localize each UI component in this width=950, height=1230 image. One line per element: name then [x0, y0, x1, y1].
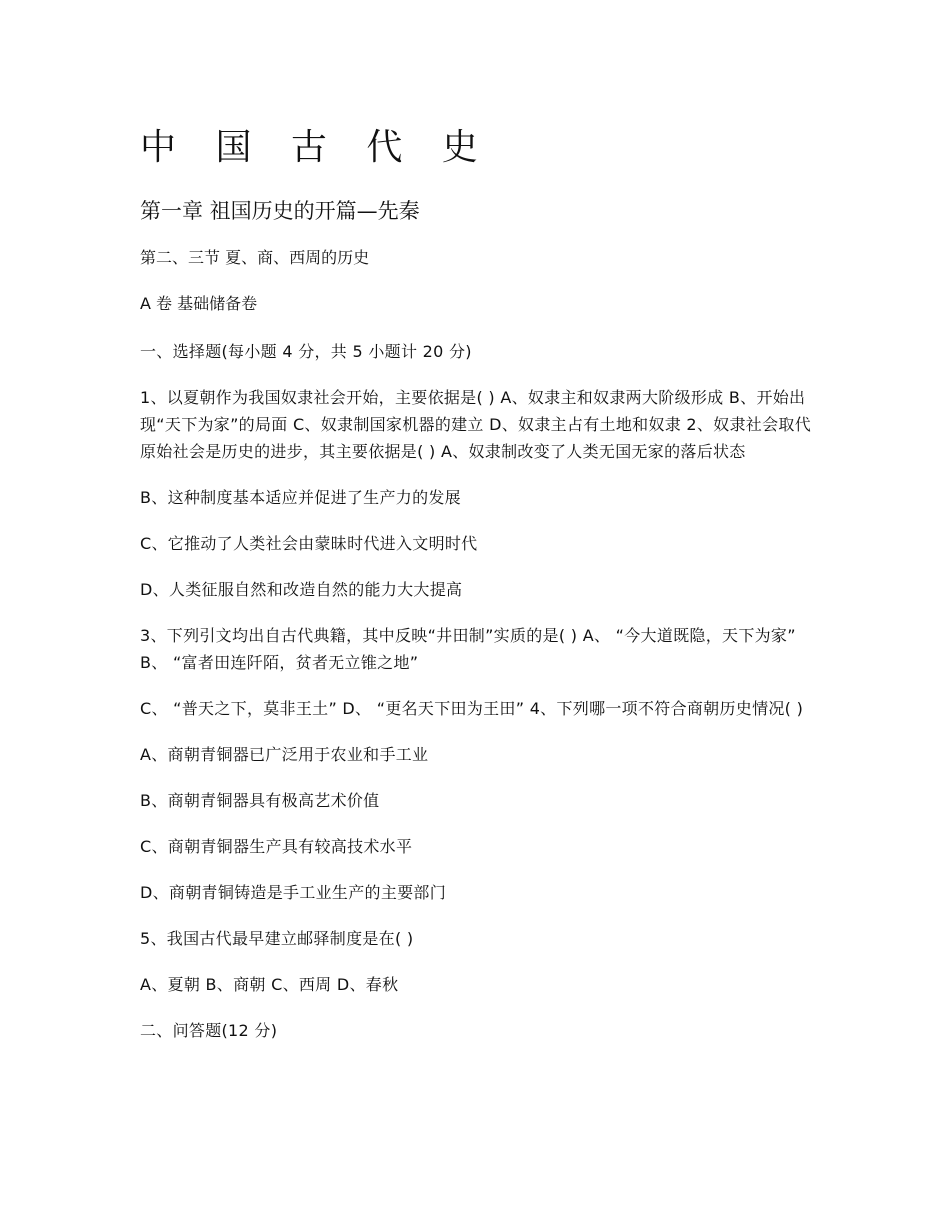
option-line: D、商朝青铜铸造是手工业生产的主要部门: [140, 883, 447, 902]
question-paragraph: 1、以夏朝作为我国奴隶社会开始，主要依据是( ) A、奴隶主和奴隶两大阶级形成 B、开始出现“天下为家”的局面 C、奴隶制国家机器的建立 D、奴隶主占有土地和奴隶 2、奴隶社会取代原始社会是历史的进步，其主要依据是( ) A、奴隶制改变了人类无国无家的落后状态: [140, 388, 812, 461]
option-line: B、商朝青铜器具有极高艺术价值: [140, 791, 380, 810]
option-line: C、它推动了人类社会由蒙昧时代进入文明时代: [140, 534, 478, 553]
option-line: B、这种制度基本适应并促进了生产力的发展: [140, 488, 461, 507]
option-line: A、商朝青铜器已广泛用于农业和手工业: [140, 745, 429, 764]
option-line: D、人类征服自然和改造自然的能力大大提高: [140, 580, 463, 599]
document-page: [140, 118, 820, 1063]
question-paragraph: 5、我国古代最早建立邮驿制度是在( ): [140, 929, 414, 948]
document-title: 中 国 古 代 史: [140, 127, 492, 168]
question-type-heading: 二、问答题(12 分): [140, 1021, 278, 1040]
section-heading: 第二、三节 夏、商、西周的历史: [140, 248, 370, 267]
option-line: A、夏朝 B、商朝 C、西周 D、春秋: [140, 975, 399, 994]
paper-label: A 卷 基础储备卷: [140, 294, 258, 313]
question-type-heading: 一、选择题(每小题 4 分，共 5 小题计 20 分): [140, 342, 472, 361]
question-paragraph: C、 “普天之下，莫非王土” D、 “更名天下田为王田” 4、下列哪一项不符合商朝历史情况( ): [140, 699, 804, 718]
question-paragraph: 3、下列引文均出自古代典籍，其中反映“井田制”实质的是( ) A、 “今大道既隐，天下为家” B、 “富者田连阡陌，贫者无立锥之地”: [140, 626, 796, 672]
chapter-heading: 第一章 祖国历史的开篇—先秦: [140, 199, 420, 223]
option-line: C、商朝青铜器生产具有较高技术水平: [140, 837, 413, 856]
